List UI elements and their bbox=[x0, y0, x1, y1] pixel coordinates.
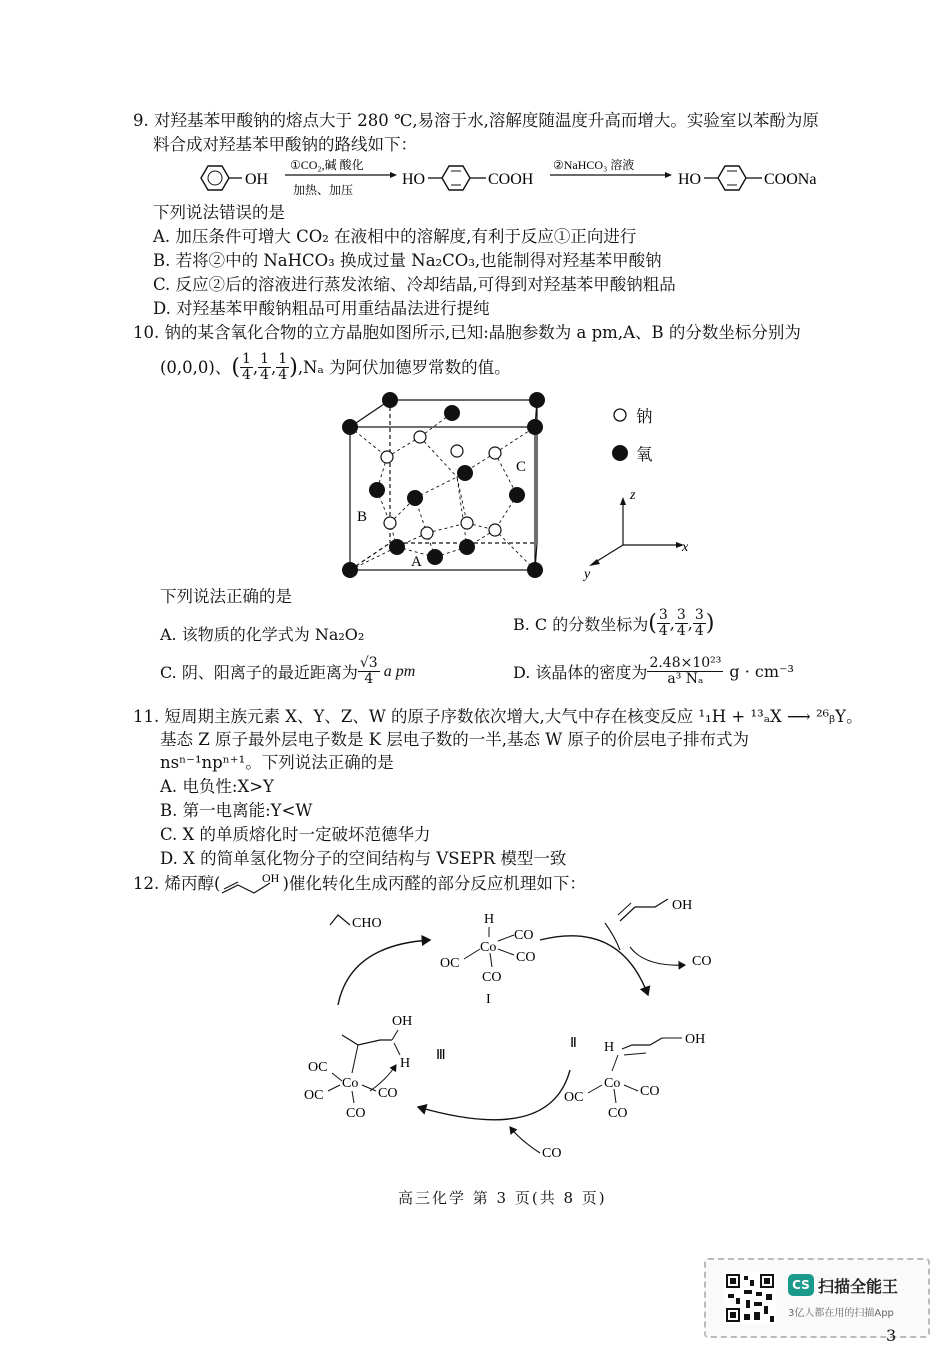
svg-text:OH: OH bbox=[392, 1014, 413, 1029]
q9-ho-2: HO bbox=[678, 171, 702, 188]
axes-diagram bbox=[578, 485, 698, 585]
svg-text:I: I bbox=[486, 992, 491, 1007]
q9-stem-line2: 料合成对羟基苯甲酸钠的路线如下： bbox=[153, 135, 417, 154]
badge-brand: 扫描全能王 bbox=[818, 1277, 899, 1296]
qr-code-icon bbox=[724, 1272, 776, 1324]
svg-text:CO: CO bbox=[482, 970, 502, 985]
q9-step1-bottom: 加热、加压 bbox=[293, 183, 354, 197]
q10-coord-a: (0,0,0)、 bbox=[160, 357, 232, 377]
q11-option-d: D. X 的简单氢化物分子的空间结构与 VSEPR 模型一致 bbox=[160, 849, 567, 868]
label-c: C bbox=[516, 459, 527, 475]
svg-text:Co: Co bbox=[342, 1076, 359, 1091]
q9-coona: COONa bbox=[764, 171, 817, 188]
page-mark: 3 bbox=[886, 1326, 897, 1345]
q10-frac-1: $\frac{1}{4}$ bbox=[241, 351, 251, 383]
axis-z: z bbox=[630, 488, 636, 503]
svg-text:OC: OC bbox=[564, 1090, 584, 1105]
svg-text:OH: OH bbox=[685, 1032, 706, 1047]
q10-stem-tail: ,Nₐ 为阿伏加德罗常数的值。 bbox=[297, 357, 511, 377]
q11-stem-line3: nsⁿ⁻¹npⁿ⁺¹。下列说法正确的是 bbox=[160, 753, 394, 772]
q10-stem-line1: 10. 钠的某含氧化合物的立方晶胞如图所示,已知:晶胞参数为 a pm,A、B 的分数坐标分别为 bbox=[133, 323, 801, 342]
svg-text:Ⅱ: Ⅱ bbox=[570, 1036, 577, 1051]
q9-option-c: C. 反应②后的溶液进行蒸发浓缩、冷却结晶,可得到对羟基苯甲酸钠粗品 bbox=[153, 275, 676, 294]
q10-question: 下列说法正确的是 bbox=[160, 587, 292, 606]
page-footer: 高三化学 第 3 页(共 8 页) bbox=[398, 1189, 607, 1207]
svg-text:CO: CO bbox=[516, 950, 536, 965]
q10-option-c: C. 阴、阳离子的最近距离为 $\frac{√3}{4}$ a pm bbox=[160, 655, 416, 687]
q11-option-c: C. X 的单质熔化时一定破坏范德华力 bbox=[160, 825, 431, 844]
oxygen-atoms bbox=[342, 392, 545, 578]
benzene-ring-3 bbox=[718, 166, 746, 190]
q9-option-a: A. 加压条件可增大 CO₂ 在液相中的溶解度,有利于反应①正向进行 bbox=[153, 227, 637, 246]
q9-stem-line1: 9. 对羟基苯甲酸钠的熔点大于 280 ℃,易溶于水,溶解度随温度升高而增大。实验室以苯酚为原 bbox=[133, 111, 819, 130]
q9-cooh: COOH bbox=[488, 171, 534, 188]
svg-text:CO: CO bbox=[378, 1086, 398, 1101]
q9-question: 下列说法错误的是 bbox=[153, 203, 285, 222]
q9-ho-1: HO bbox=[402, 171, 426, 188]
q11-option-a: A. 电负性:X>Y bbox=[160, 777, 274, 796]
q9-option-b: B. 若将②中的 NaHCO₃ 换成过量 Na₂CO₃,也能制得对羟基苯甲酸钠 bbox=[153, 251, 662, 270]
sodium-atoms bbox=[381, 431, 501, 539]
svg-text:CO: CO bbox=[692, 954, 712, 969]
svg-text:Co: Co bbox=[604, 1076, 621, 1091]
q10-option-a: A. 该物质的化学式为 Na₂O₂ bbox=[160, 625, 365, 644]
svg-text:OC: OC bbox=[308, 1060, 328, 1075]
svg-text:CHO: CHO bbox=[352, 916, 382, 931]
svg-text:Co: Co bbox=[480, 940, 497, 955]
legend-sodium: 钠 bbox=[636, 407, 653, 426]
svg-text:CO: CO bbox=[640, 1084, 660, 1099]
axis-x: x bbox=[682, 540, 689, 555]
svg-text:OC: OC bbox=[304, 1088, 324, 1103]
allyl-alcohol-inline bbox=[220, 873, 282, 895]
svg-text:OC: OC bbox=[440, 956, 460, 971]
q11-stem-line1: 11. 短周期主族元素 X、Y、Z、W 的原子序数依次增大,大气中存在核变反应 ¹₁H + ¹³ₐX ⟶ ²⁶ᵦY。 bbox=[133, 707, 863, 726]
cs-logo-icon: CS bbox=[788, 1274, 814, 1296]
q11-option-b: B. 第一电离能:Y<W bbox=[160, 801, 313, 820]
q9-oh: OH bbox=[245, 171, 269, 188]
q11-stem-line2: 基态 Z 原子最外层电子数是 K 层电子数的一半,基态 W 原子的价层电子排布式为 bbox=[160, 730, 749, 749]
svg-text:H: H bbox=[400, 1056, 411, 1071]
q9-reaction-scheme bbox=[190, 152, 840, 202]
svg-text:CO: CO bbox=[608, 1106, 628, 1121]
axis-y: y bbox=[584, 567, 591, 582]
q12-stem: 12. 烯丙醇( OH )催化转化生成丙醛的部分反应机理如下： bbox=[133, 873, 586, 893]
crystal-cell-diagram bbox=[335, 385, 565, 580]
q10-option-d: D. 该晶体的密度为 $\frac{\text{2.48×10²³}}{\text{a³ Nₐ}}$ g · cm⁻³ bbox=[513, 655, 794, 687]
q10-frac-3: $\frac{1}{4}$ bbox=[278, 351, 288, 383]
svg-text:CO: CO bbox=[514, 928, 534, 943]
benzene-ring-2 bbox=[442, 166, 470, 190]
q9-step1-top: ①CO₂,碱 酸化 bbox=[290, 158, 364, 172]
q9-step2-top: ②NaHCO₃ 溶液 bbox=[553, 158, 635, 172]
svg-text:CO: CO bbox=[346, 1106, 366, 1121]
svg-text:Ⅲ: Ⅲ bbox=[436, 1048, 446, 1063]
label-a: A bbox=[411, 554, 422, 570]
svg-text:OH: OH bbox=[672, 898, 693, 913]
q10-stem-line2: (0,0,0)、 ( $\frac{1}{4}$ , $\frac{1}{4}$ , $\frac{1}{4}$ ) ,Nₐ 为阿伏加德罗常数的值。 bbox=[160, 351, 511, 383]
q10-frac-2: $\frac{1}{4}$ bbox=[260, 351, 270, 383]
svg-text:CO: CO bbox=[542, 1146, 562, 1161]
badge-tagline: 3亿人都在用的扫描App bbox=[788, 1308, 894, 1319]
svg-text:H: H bbox=[604, 1040, 615, 1055]
benzene-ring-1 bbox=[201, 166, 229, 190]
q9-option-d: D. 对羟基苯甲酸钠粗品可用重结晶法进行提纯 bbox=[153, 299, 490, 318]
svg-text:OH: OH bbox=[262, 873, 280, 885]
label-b: B bbox=[357, 509, 368, 525]
catalytic-mechanism-diagram bbox=[300, 895, 760, 1170]
svg-text:H: H bbox=[484, 912, 495, 927]
legend-oxygen: 氧 bbox=[636, 445, 653, 464]
q10-option-b: B. C 的分数坐标为 ( $\frac{3}{4}$ , $\frac{3}{4}$ , $\frac{3}{4}$ ) bbox=[513, 607, 715, 639]
